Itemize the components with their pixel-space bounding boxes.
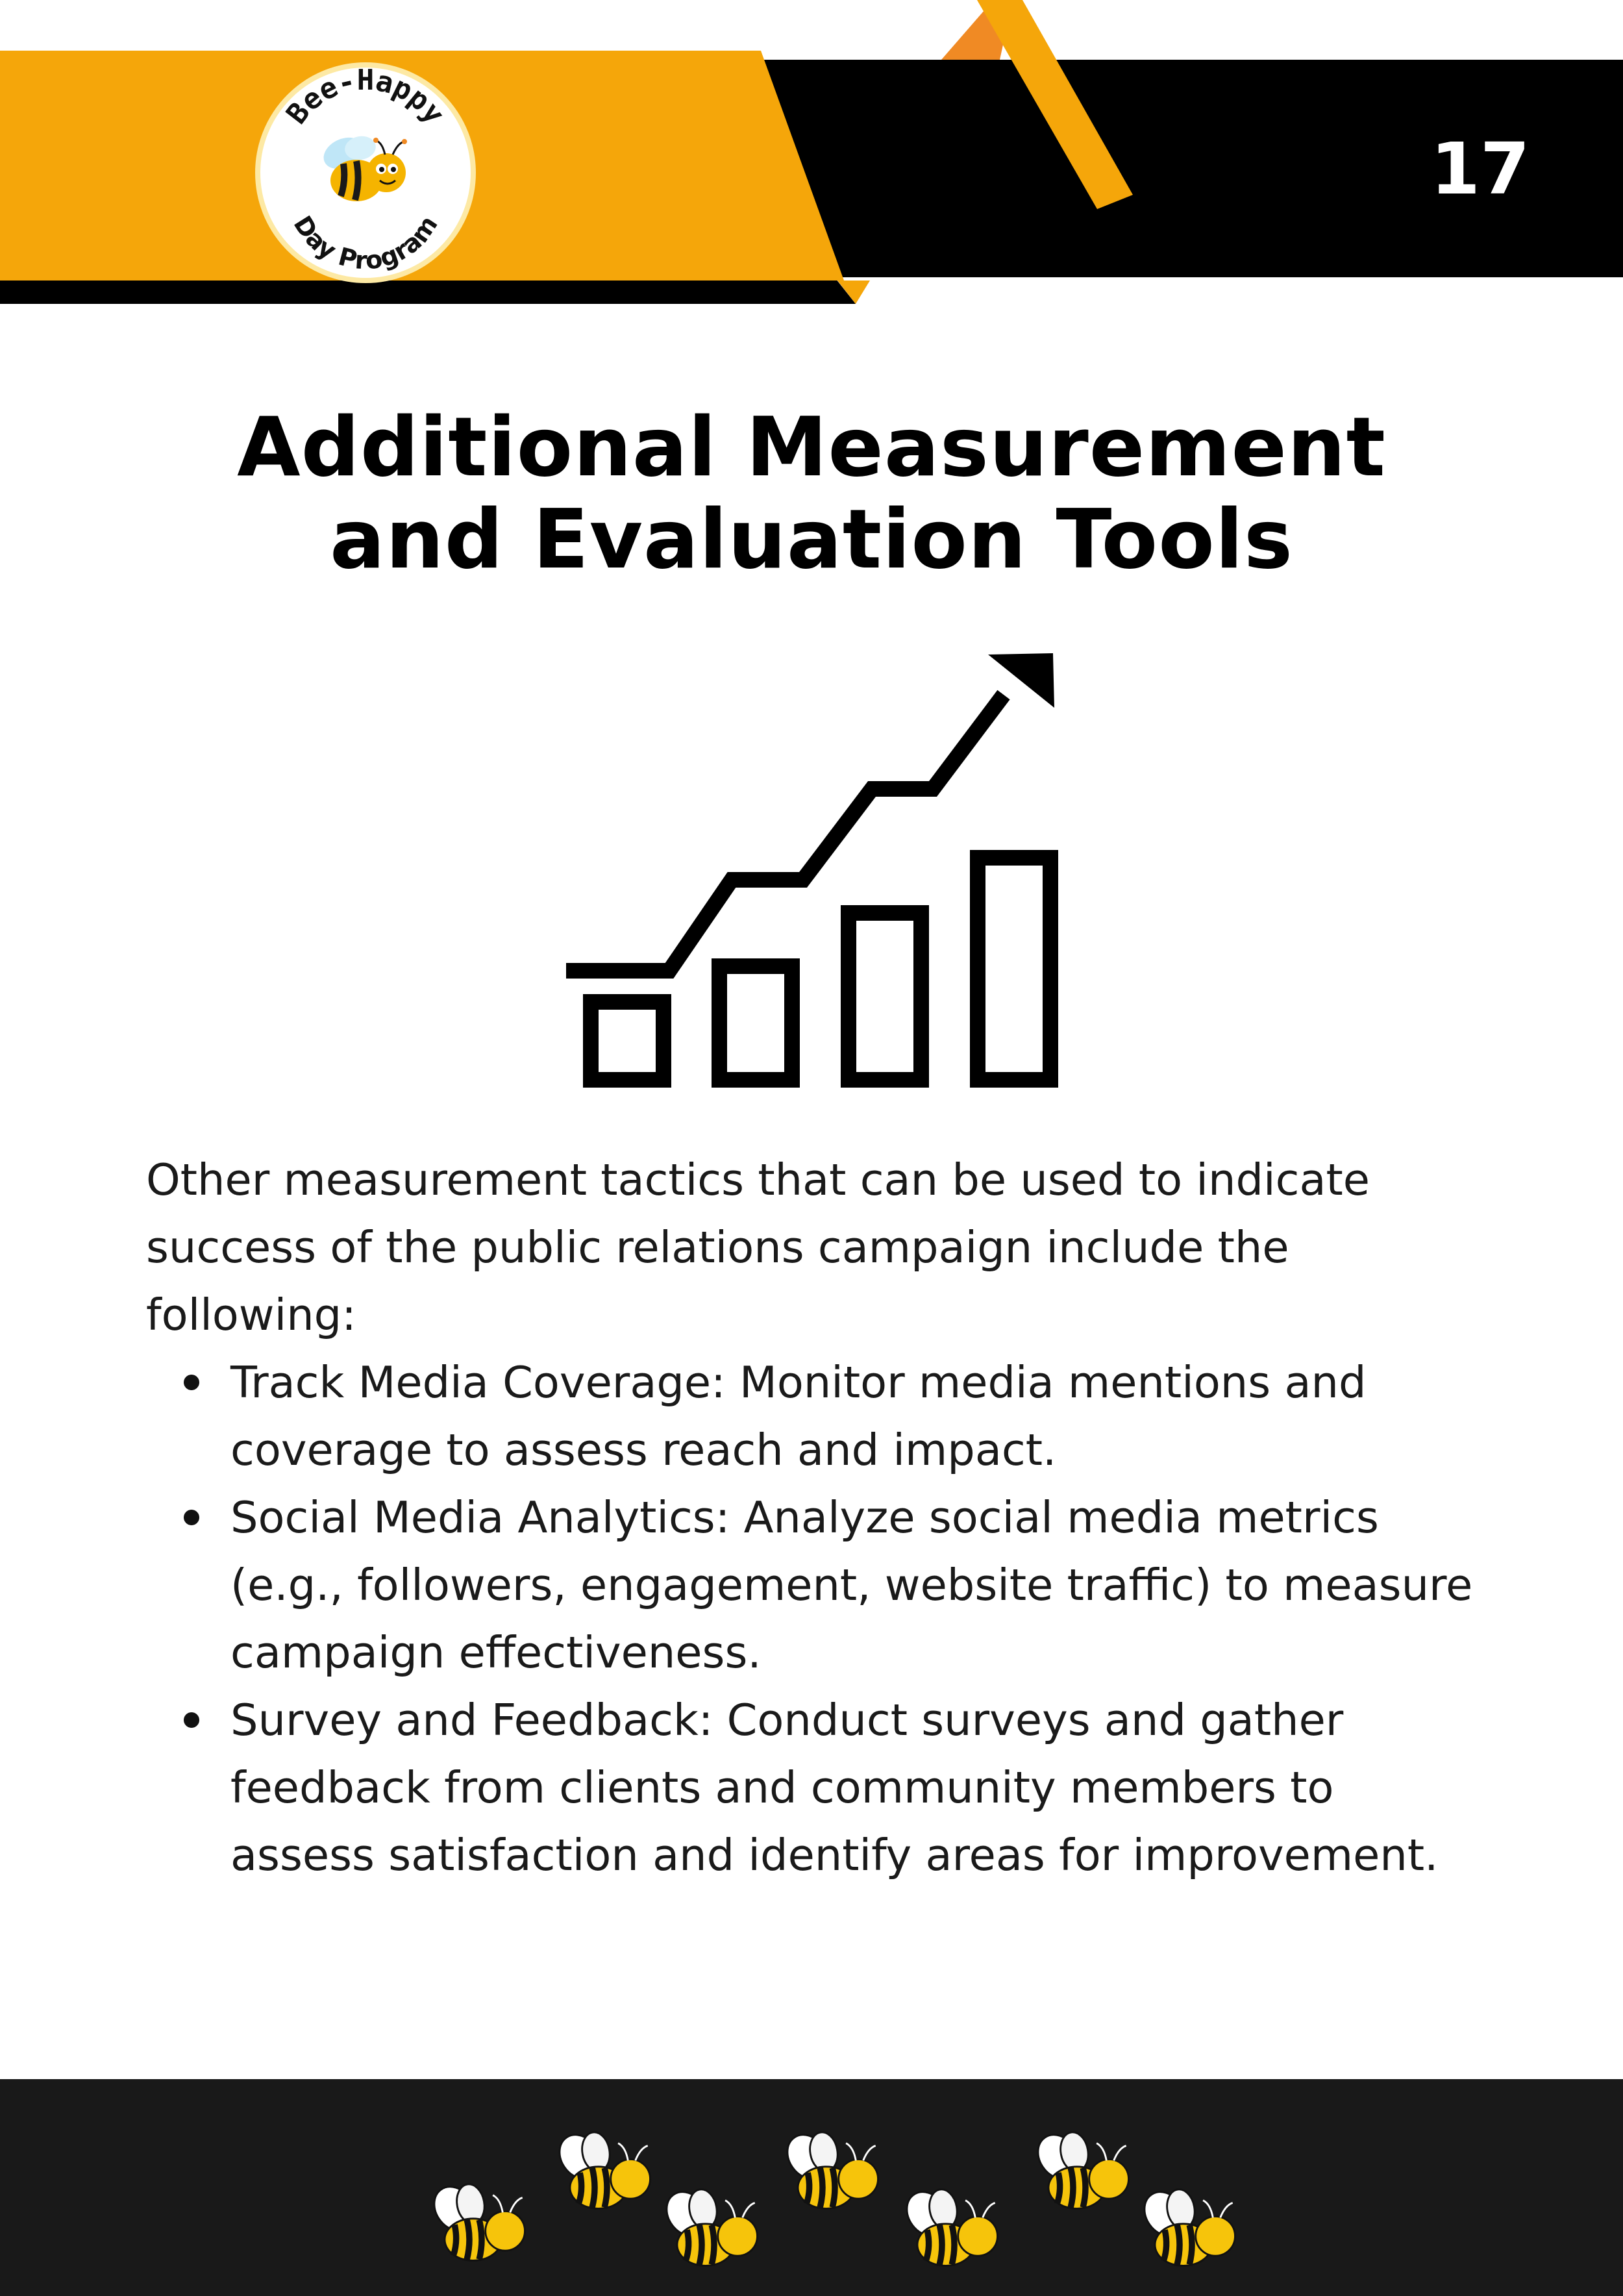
bee-mascot-icon — [319, 132, 407, 201]
list-item-line: assess satisfaction and identify areas for improvement. — [230, 1830, 1439, 1880]
bullet-icon — [184, 1712, 199, 1728]
tactics-list — [146, 1349, 1568, 1889]
growth-bar-3 — [849, 913, 921, 1080]
program-logo — [255, 62, 476, 283]
list-item — [230, 1484, 1568, 1686]
list-item-line: Survey and Feedback: Conduct surveys and gather — [230, 1695, 1344, 1745]
bee-icon — [898, 2184, 997, 2266]
intro-line: success of the public relations campaign include the — [146, 1222, 1289, 1273]
intro-paragraph — [146, 1146, 1568, 1349]
growth-bar-2 — [719, 966, 792, 1080]
page-title — [97, 401, 1526, 586]
bee-icon — [779, 2127, 878, 2209]
intro-line: following: — [146, 1290, 356, 1340]
page-title-line-1: Additional Measurement — [237, 399, 1386, 495]
growth-chart-icon — [558, 643, 1078, 1097]
bullet-icon — [184, 1375, 199, 1390]
bee-icon — [551, 2127, 650, 2209]
intro-line: Other measurement tactics that can be used to indicate — [146, 1154, 1370, 1205]
growth-bar-1 — [591, 1002, 663, 1080]
list-item-line: coverage to assess reach and impact. — [230, 1425, 1057, 1475]
bullet-icon — [184, 1510, 199, 1525]
page-number: 17 — [1430, 127, 1530, 210]
bee-icon — [1030, 2127, 1128, 2209]
growth-trend-line — [566, 695, 1004, 971]
logo-top-text: Bee-Happy — [280, 68, 451, 131]
footer-band — [0, 2079, 1623, 2296]
bee-icon — [426, 2179, 525, 2261]
list-item — [230, 1349, 1568, 1484]
list-item-line: (e.g., followers, engagement, website traffic) to measure — [230, 1560, 1473, 1610]
growth-bar-4 — [978, 858, 1050, 1080]
list-item-line: campaign effectiveness. — [230, 1627, 762, 1678]
list-item-line: Social Media Analytics: Analyze social media metrics — [230, 1492, 1379, 1543]
logo-bottom-text: Day Program — [288, 210, 443, 275]
bee-icon — [658, 2184, 757, 2266]
list-item-line: Track Media Coverage: Monitor media mentions and — [230, 1357, 1367, 1408]
page-title-line-2: and Evaluation Tools — [329, 492, 1293, 587]
bee-icon — [1136, 2184, 1235, 2266]
list-item-line: feedback from clients and community members to — [230, 1762, 1334, 1813]
header-banner — [0, 0, 1623, 312]
list-item — [230, 1686, 1568, 1889]
body-text — [146, 1146, 1568, 1889]
